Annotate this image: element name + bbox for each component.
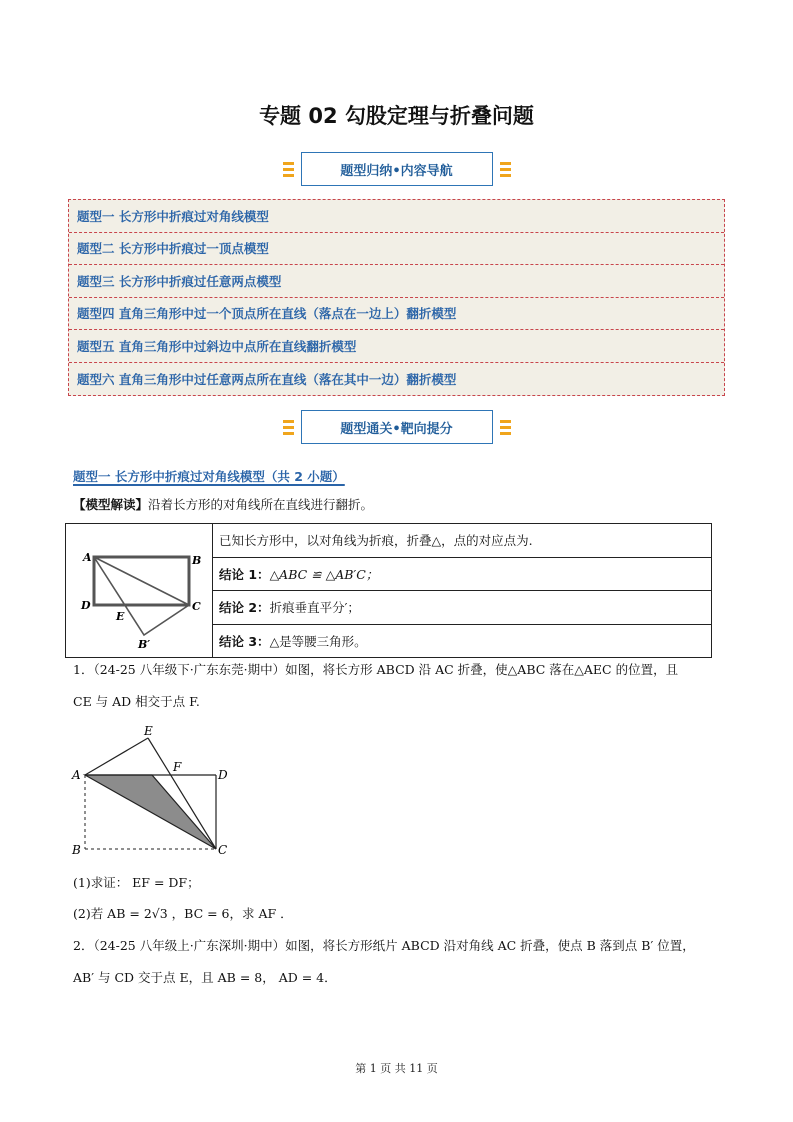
fig2-label-b: B [72,843,81,857]
problem-1-line2: CE 与 AD 相交于点 F. [73,694,200,709]
banner-right-decoration [500,162,511,177]
problem-2-line1: （24-25 八年级上·广东深圳·期中）如图，将长方形纸片 ABCD 沿对角线 AC 折叠，使点 B 落到点 B′ 位置， [93,938,695,953]
nav-banner-label: 题型归纳•内容导航 [301,152,493,186]
topic-list [68,199,725,396]
topic-item[interactable]: 题型一 长方形中折痕过对角线模型 [69,200,724,233]
conclusion-2-label: 结论 2： [219,600,270,616]
problem-2-number: 2． [73,938,94,953]
fold-diagram-figure [66,524,212,654]
model-conclusion-3 [213,624,712,658]
fig2-label-f: F [173,760,182,774]
nav-banner [0,152,793,186]
problem-1-figure [68,722,238,862]
conclusion-1-label: 结论 1： [219,566,270,582]
fig2-label-d: D [218,768,228,782]
conclusion-1-text: △ABC ≌ △AB′C； [269,566,379,582]
topic-item[interactable]: 题型四 直角三角形中过一个顶点所在直线（落点在一边上）翻折模型 [69,298,724,331]
problem-1-number: 1． [73,662,94,677]
model-premise: 已知长方形中，以对角线为折痕，折叠△，点的对应点为. [213,524,712,558]
section-heading[interactable]: 题型一 长方形中折痕过对角线模型（共 2 小题） [73,469,345,484]
topic-item[interactable]: 题型二 长方形中折痕过一顶点模型 [69,233,724,266]
page-title: 专题 02 勾股定理与折叠问题 [259,104,534,128]
fig1-label-b: B [192,554,202,567]
fig2-label-e: E [144,724,153,738]
banner-left-decoration [283,162,294,177]
conclusion-3-label: 结论 3： [219,633,270,649]
problem-1-line1: （24-25 八年级下·广东东莞·期中）如图，将长方形 ABCD 沿 AC 折叠，使△ABC 落在△AEC 的位置，且 [93,662,679,677]
problem-2 [73,936,723,956]
fig1-label-bprime: B′ [138,638,151,651]
banner-right-decoration [500,420,511,435]
problem-1-question-2: (2)若 AB = 2√3 ，BC = 6，求 AF ． [73,906,293,921]
interpretation-text: 沿着长方形的对角线所在直线进行翻折。 [148,497,374,512]
problem-1 [73,660,723,680]
fig1-label-c: C [192,600,201,613]
conclusion-3-text: △是等腰三角形。 [269,633,367,649]
conclusion-2-text: 折痕垂直平分′； [269,600,360,616]
model-interpretation [73,495,373,515]
banner-left-decoration [283,420,294,435]
interpretation-tag: 【模型解读】 [73,497,149,512]
problem-2-line2: AB′ 与 CD 交于点 E，且 AB = 8， AD = 4． [73,970,337,985]
fig2-label-a: A [72,768,81,782]
fig1-label-d: D [81,599,91,612]
practice-banner [0,410,793,444]
model-figure-cell [66,524,213,658]
fig1-label-e: E [116,610,125,623]
topic-item[interactable]: 题型三 长方形中折痕过任意两点模型 [69,265,724,298]
model-conclusion-2 [213,591,712,625]
fig2-label-c: C [218,843,228,857]
problem-1-question-1: (1)求证： EF = DF； [73,875,200,890]
model-conclusion-1 [213,557,712,591]
fig1-label-a: A [83,551,92,564]
model-table [65,523,712,658]
practice-banner-label: 题型通关•靶向提分 [301,410,493,444]
page-footer: 第 1 页 共 11 页 [355,1062,438,1075]
topic-item[interactable]: 题型五 直角三角形中过斜边中点所在直线翻折模型 [69,330,724,363]
topic-item[interactable]: 题型六 直角三角形中过任意两点所在直线（落在其中一边）翻折模型 [77,371,457,387]
